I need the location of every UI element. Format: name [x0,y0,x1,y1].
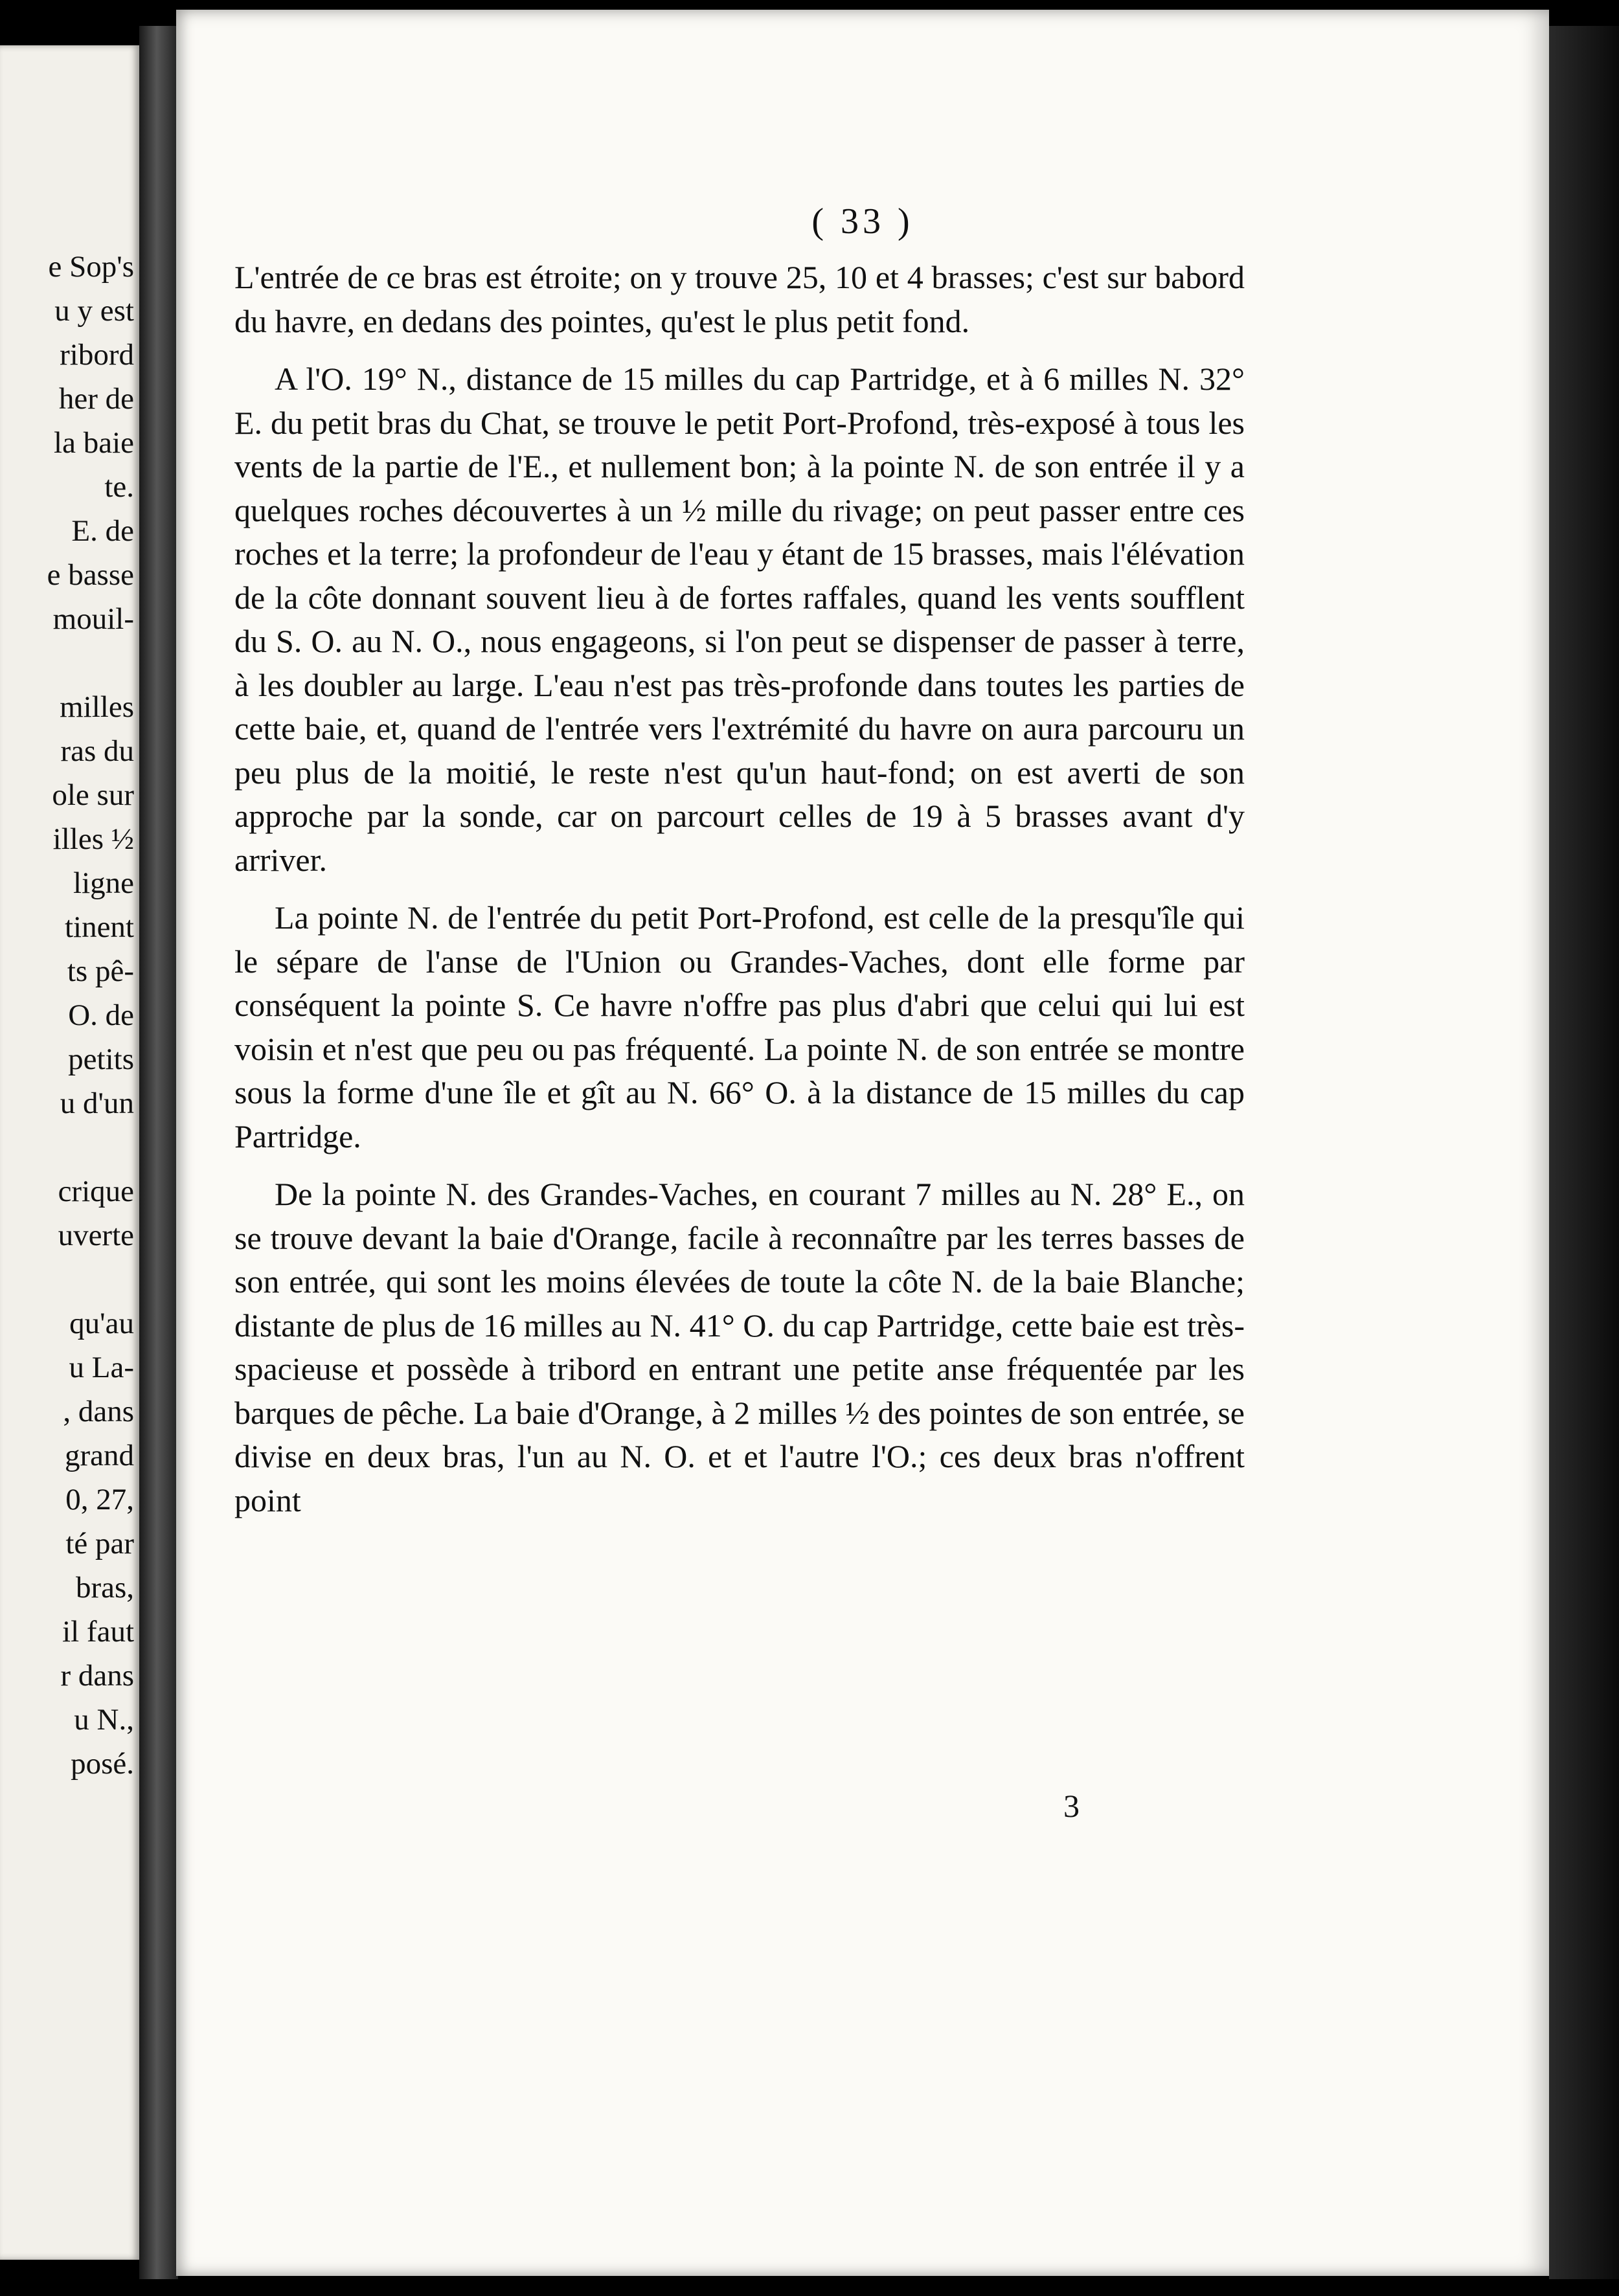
facing-line [47,1125,134,1169]
paragraph: De la pointe N. des Grandes-Vaches, en courant 7 milles au N. 28° E., on se trouve devant la baie d'Orange, facile à reconnaître par les terres basses de son entrée, qui sont les moins élevées de toute la côte N. de la baie Blanche; distante de plus de 16 milles au N. 41° O. du cap Partridge, cette baie est très-spacieuse et possède à tribord en entrant une petite anse fréquentée par les barques de pêche. La baie d'Orange, à 2 milles ½ des pointes de son entrée, se divise en deux bras, l'un au N. O. et et l'autre l'O.; ces deux bras n'offrent point [234,1176,1245,1518]
facing-line: qu'au [69,1307,134,1340]
facing-line: e Sop's [48,250,134,284]
facing-line: her de [58,382,134,416]
body-text [234,256,1245,1522]
facing-line: te. [104,470,134,504]
facing-line: 0, 27, [65,1483,134,1516]
facing-line: u N., [74,1703,134,1737]
page-edge-shadow [1549,26,1619,2279]
facing-line: e basse [47,558,134,592]
facing-line: , dans [63,1395,134,1428]
facing-line: ts pê- [67,954,134,988]
page-number-header: ( 33 ) [811,201,914,242]
facing-page-text [47,245,134,1786]
facing-line: ribord [60,338,134,372]
facing-line: petits [68,1042,134,1076]
facing-line: u y est [54,294,134,328]
facing-line: u La- [69,1351,134,1384]
facing-line: grand [64,1439,134,1472]
facing-line: ole sur [52,778,134,812]
facing-page [0,45,139,2260]
main-page [176,10,1549,2276]
facing-line: u d'un [60,1086,134,1120]
facing-line: crique [58,1175,134,1208]
facing-line: tinent [64,910,134,944]
paragraph: La pointe N. de l'entrée du petit Port-Profond, est celle de la presqu'île qui le sépare de l'anse de l'Union ou Grandes-Vaches, dont elle forme par conséquent la pointe S. Ce havre n'offre pas plus d'abri que celui qui lui est voisin et n'est que peu ou pas fréquenté. La pointe N. de son entrée se montre sous la forme d'une île et gît au N. 66° O. à la distance de 15 milles du cap Partridge. [234,899,1245,1154]
signature-mark: 3 [1063,1788,1080,1824]
facing-line: milles [60,690,134,724]
facing-line: E. de [71,514,134,548]
facing-line [47,641,134,685]
facing-line: la baie [54,426,134,460]
facing-line: O. de [68,998,134,1032]
facing-line: posé. [71,1747,134,1781]
facing-line: mouil- [52,602,134,636]
facing-line: ras du [60,734,134,768]
facing-line: té par [65,1527,134,1560]
facing-line: r dans [60,1659,134,1693]
facing-line: bras, [75,1571,134,1604]
book-gutter [139,26,178,2279]
facing-line: il faut [62,1615,134,1649]
facing-line: illes ½ [52,822,134,856]
facing-line: ligne [73,866,134,900]
paragraph: L'entrée de ce bras est étroite; on y trouve 25, 10 et 4 brasses; c'est sur babord du havre, en dedans des pointes, qu'est le plus petit fond. [234,259,1245,339]
facing-line: uverte [58,1219,134,1252]
paragraph: A l'O. 19° N., distance de 15 milles du cap Partridge, et à 6 milles N. 32° E. du petit bras du Chat, se trouve le petit Port-Profond, très-exposé à tous les vents de la partie de l'E., et nullement bon; à la pointe N. de son entrée il y a quelques roches découvertes à un ½ mille du rivage; on peut passer entre ces roches et la terre; la profondeur de l'eau y étant de 15 brasses, mais l'élévation de la côte donnant souvent lieu à de fortes raffales, quand les vents soufflent du S. O. au N. O., nous engageons, si l'on peut se dispenser de passer à terre, à les doubler au large. L'eau n'est pas très-profonde dans toutes les parties de cette baie, et, quand de l'entrée vers l'extrémité du havre on aura parcouru un peu plus de la moitié, le reste n'est qu'un haut-fond; on est averti de son approche par la sonde, car on parcourt celles de 19 à 5 brasses avant d'y arriver. [234,361,1245,878]
facing-line [47,1257,134,1301]
